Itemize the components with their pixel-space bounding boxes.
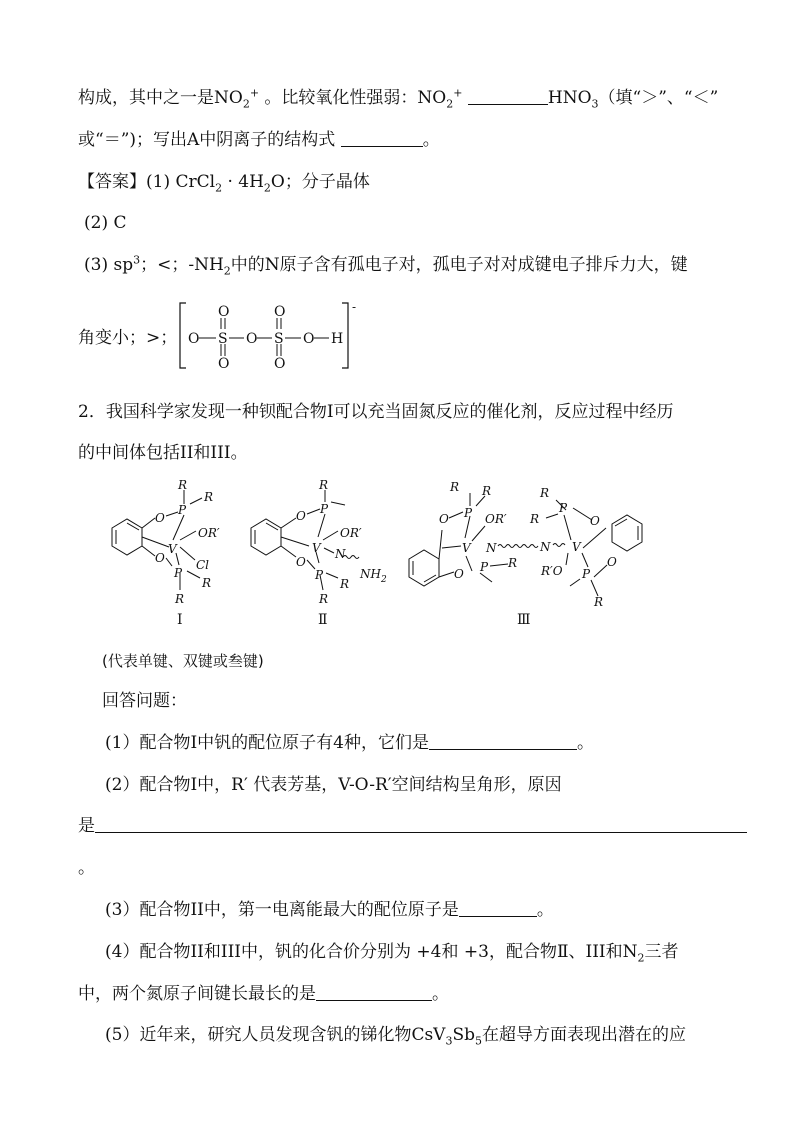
text: Sb [452,1025,475,1045]
text: (3）配合物II中，第一电离能最大的配位原子是 [105,900,459,920]
atom-R: R [319,478,329,492]
text: (4）配合物II和III中，钒的化合价分别为 +4和 +3，配合物Ⅱ、III和N [105,942,638,962]
atom-S: S [218,331,228,347]
complex-II [251,490,359,590]
atom-OR-prime: OR′ [198,526,220,540]
label-I: I [177,612,183,628]
sub-question-4-cont [78,982,449,1006]
atom-O: O [296,555,306,569]
subscript: 2 [446,97,454,111]
text: 构成，其中之一是NO [78,88,243,108]
atom-P: P [464,506,473,520]
sub-question-1 [105,731,594,755]
text: 2．我国科学家发现一种钡配合物Ⅰ可以充当固氮反应的催化剂，反应过程中经历 [78,402,674,422]
atom-V: V [572,540,581,554]
atom-V: V [462,541,471,555]
text: （填“＞”、“＜” [598,88,719,108]
atom-R: R [540,486,550,500]
text: (1）配合物Ⅰ中钒的配位原子有4种，它们是 [105,733,429,753]
atom-R: R [530,512,540,526]
atom-R: R [508,556,518,570]
text: 或“＝”)；写出A中阴离子的结构式 [78,130,336,150]
atom-P: P [178,503,187,517]
subscript: 2 [263,181,271,195]
atom-O: O [218,356,230,372]
superscript: + [249,86,260,100]
atom-R: R [450,480,460,494]
answer-label: 【答案】 [78,172,146,192]
atom-O: O [607,555,617,569]
text: (2）配合物Ⅰ中，R′ 代表芳基，V-O-R′空间结构呈角形，原因 [105,775,562,795]
atom-V: V [312,541,321,555]
label-II: Ⅱ [318,612,328,628]
atom-R: R [594,595,604,609]
charge-label: - [352,300,357,314]
atom-O: O [155,511,165,525]
atom-H: H [331,331,344,347]
atom-O: O [218,304,230,320]
atom-O: O [454,567,464,581]
text: O；分子晶体 [270,172,370,192]
atom-P: P [480,560,489,574]
atom-Cl: Cl [196,558,210,572]
atom-R: R [175,592,185,606]
text: HNO [547,88,592,108]
answer-blank[interactable] [429,733,577,750]
subscript: 2 [242,97,250,111]
atom-O: O [188,331,200,347]
superscript: 3 [133,253,141,267]
atom-N: N [540,540,551,554]
subscript: 2 [637,951,645,965]
sub-question-3 [105,898,554,922]
atom-N: N [335,547,346,561]
answer-blank[interactable] [459,900,537,917]
subscript: 2 [215,181,223,195]
atom-P: P [559,501,568,515]
complex-I [112,490,202,590]
atom-R: R [482,484,492,498]
complex-III [409,493,642,596]
subscript-2: 2 [381,575,387,585]
note [102,649,264,673]
atom-O: O [155,551,165,565]
text: 。 [78,858,95,878]
text: 回答问题： [102,691,187,711]
text: (2) C [84,213,127,233]
atom-O: O [274,304,286,320]
text: 角变小；>； [78,328,178,348]
text: 。 [536,900,554,920]
text: (代表单键、双键或叁键) [102,652,264,670]
subscript: 3 [591,97,599,111]
text: 三者 [644,942,679,962]
atom-R: R [340,577,350,591]
text: 是 [78,816,95,836]
atom-P: P [582,567,591,581]
text: (1) CrCl [146,172,216,192]
atom-O: O [246,331,258,347]
text: 中的N原子含有孤电子对，孤电子对对成键电子排斥力大，键 [230,255,688,275]
sub-question-2-cont [78,814,747,838]
text: 在超导方面表现出潜在的应 [482,1025,686,1045]
atom-OR-prime: OR′ [340,526,362,540]
sub-question-5 [105,1023,686,1047]
atom-OR-prime: OR′ [485,512,507,526]
text: 。比较氧化性强弱：NO [259,88,447,108]
subscript: 3 [445,1034,453,1048]
text: 中，两个氮原子间键长最长的是 [78,984,316,1004]
superscript: + [453,86,463,100]
text: 的中间体包括II和III。 [78,443,248,463]
atom-O: O [303,331,315,347]
atom-R-prime-O: R′O [541,564,563,578]
label-III: Ⅲ [517,612,531,628]
sub-question-2 [105,773,562,797]
atom-P: P [320,502,329,516]
subscript: 2 [223,264,231,278]
text: 。 [576,733,594,753]
atom-S: S [274,331,284,347]
text: (5）近年来，研究人员发现含钒的锑化物CsV [105,1025,446,1045]
atom-O: O [296,509,306,523]
atom-R: R [202,576,212,590]
atom-V: V [168,542,177,556]
text: 。 [432,984,449,1004]
answer-blank[interactable] [316,984,432,1001]
atom-R: R [204,490,214,504]
atom-NH: NH [360,567,381,581]
atom-R: R [178,478,188,492]
atom-P: P [174,566,183,580]
atom-N: N [486,541,497,555]
atom-R: R [319,592,329,606]
atom-O: O [590,514,600,528]
sub-question-2-end [78,856,95,880]
sub-question-4 [105,940,679,964]
text: 。 [422,130,440,150]
text: (3) sp [84,255,134,275]
text: · 4H [222,172,264,192]
atom-O: O [439,512,449,526]
atom-O: O [274,356,286,372]
prompt [102,689,187,713]
subscript: 5 [475,1034,482,1048]
atom-P: P [315,568,324,582]
answer-blank[interactable] [95,816,747,833]
text: ；<；-NH [140,255,224,275]
